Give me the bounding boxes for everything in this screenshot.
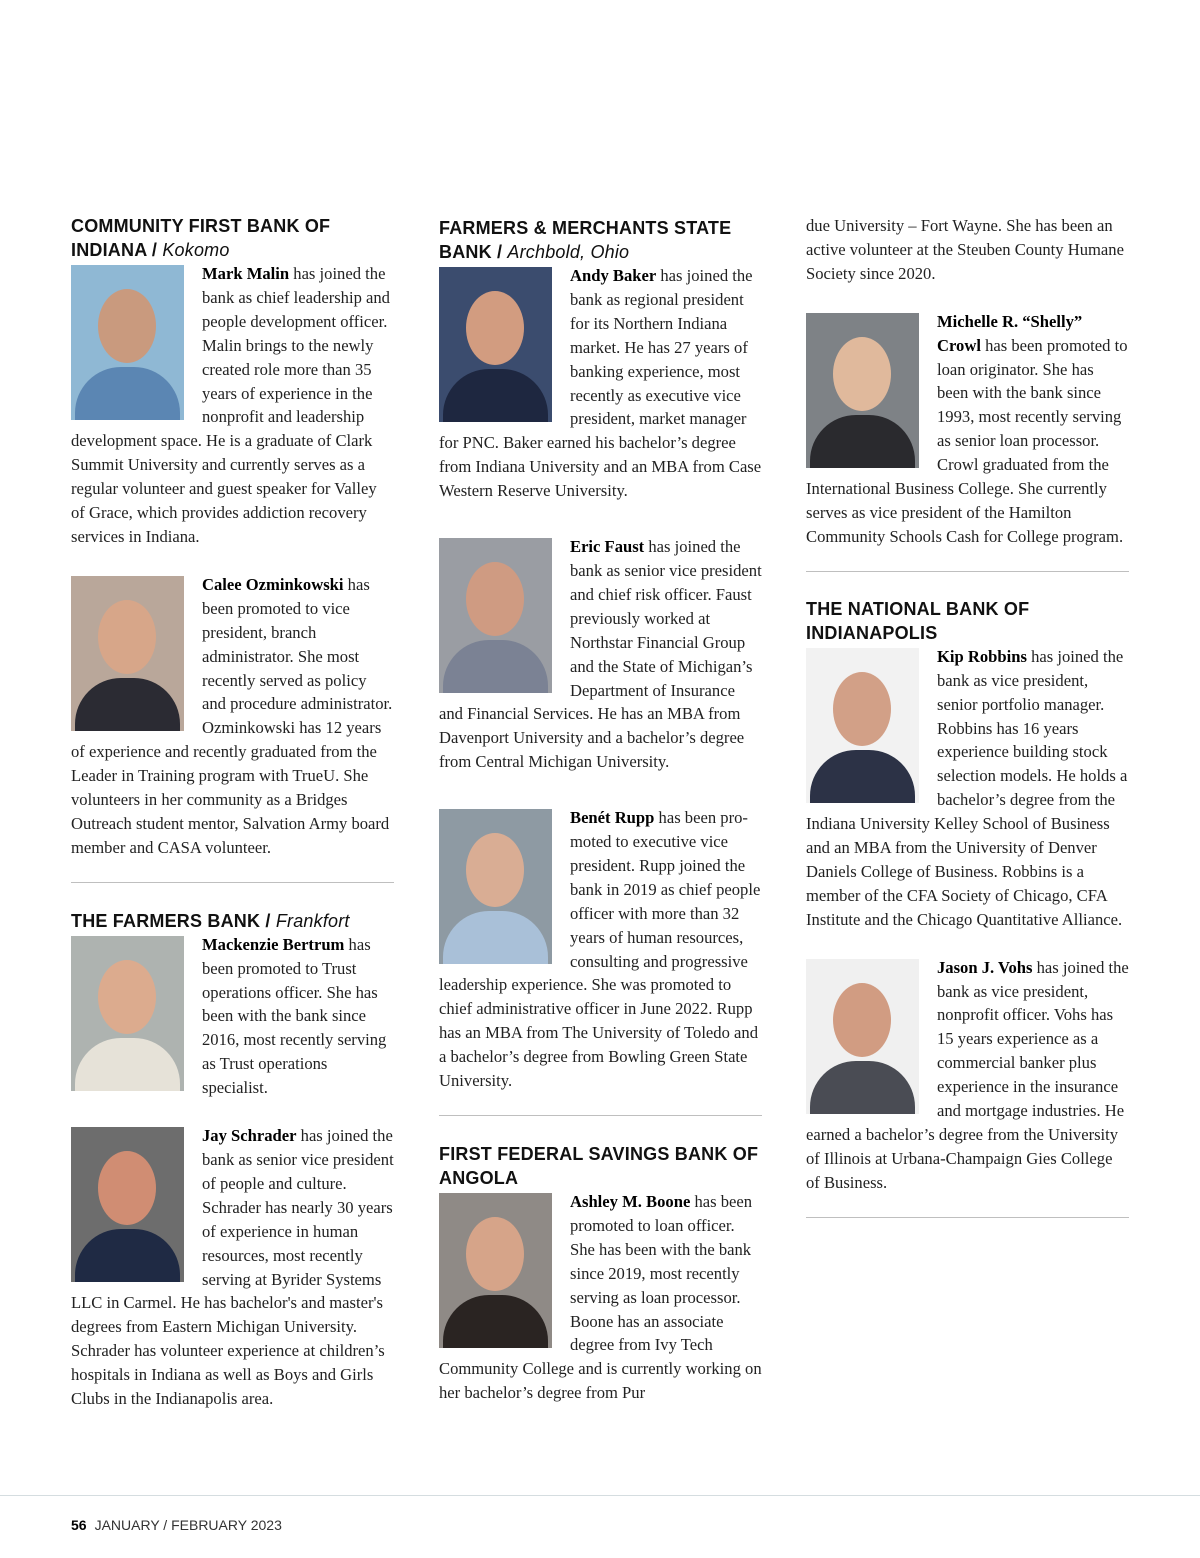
person-bio: has joined the bank as senior vice president and chief risk officer. Faust previously worked at Northstar Financial Group and the State of Michigan’s Department of Insurance and Financial Services. He has an MBA from Davenport University and a bachelor’s degree from Central Michigan University. bbox=[439, 537, 762, 772]
bank-city: Archbold, Ohio bbox=[507, 242, 630, 262]
portrait-photo bbox=[439, 538, 552, 693]
bank-city: Kokomo bbox=[162, 240, 230, 260]
bank-heading bbox=[806, 597, 1129, 645]
person-entry bbox=[439, 806, 762, 1093]
person-name: Eric Faust bbox=[570, 537, 645, 557]
person-bio: has joined the bank as chief leadership and people development officer. Malin brings to the newly created role more than 35 years of experience in the nonprofit and leadership development space. He is a graduate of Clark Summit University and currently serves as a regular volunteer and guest speaker for Valley of Grace, which provides addiction recovery services in Indiana. bbox=[71, 264, 390, 546]
portrait-photo bbox=[71, 265, 184, 420]
bank-heading: COMMUNITY FIRST BANK OF INDIANA / Kokomo bbox=[71, 216, 331, 260]
person-name: Ashley M. Boone bbox=[570, 1192, 691, 1211]
portrait-photo bbox=[71, 1127, 184, 1282]
bank-name: FARMERS & MERCHANTS STATE BANK bbox=[439, 218, 732, 262]
person-entry bbox=[439, 535, 762, 774]
person-name: Mackenzie Bertrum bbox=[202, 934, 345, 954]
portrait-photo bbox=[439, 1193, 552, 1348]
person-bio: has been promoted to vice president, branch administrator. She most recently served as policy and procedure administrator. Ozminkowski has 12 years of experience and recently graduated from the Leader in Training program with TrueU. She volunteers in her community as a Bridges Outreach student mentor, Salvation Army board member and CASA volunteer. bbox=[71, 574, 393, 857]
person-entry bbox=[806, 956, 1129, 1195]
column-1 bbox=[71, 214, 394, 1411]
person-bio: has joined the bank as regional president for its Northern Indiana market. He has 27 years of banking experience, most recently as executive vice president, market manager for PNC. Baker earned his bachelor’s degree from Indiana University and an MBA from Case Western Reserve University. bbox=[439, 266, 762, 501]
column-3 bbox=[806, 214, 1129, 1218]
bank-heading: FARMERS & MERCHANTS STATE BANK / Archbold, Ohio bbox=[439, 218, 732, 262]
person-name: Mark Malin bbox=[202, 264, 290, 283]
person-entry bbox=[71, 573, 394, 860]
person-bio: has joined the bank as vice president, nonprofit officer. Vohs has 15 years experience as a commercial banker plus experience in the insurance and mortgage industries. He earned a bachelor’s degree from the University of Illinois at Urbana-Champaign Gies College of Business. bbox=[806, 957, 1129, 1192]
person-name: Calee Ozminkowski bbox=[202, 574, 344, 594]
portrait-photo bbox=[806, 648, 919, 803]
person-bio: has been promoted to executive vice president. Rupp joined the bank in 2019 as chief people officer with more than 32 years of human resources, consulting and progressive leadership experience. She was promoted to chief administrative officer in June 2022. Rupp has an MBA from The University of Toledo and a bachelor’s degree from Bowling Green State University. bbox=[439, 808, 761, 1091]
person-entry bbox=[439, 264, 762, 503]
person-name: Jay Schrader bbox=[202, 1126, 297, 1146]
person-bio-continued: due University – Fort Wayne. She has been an active volunteer at the Steuben County Humane Society since 2020. bbox=[806, 216, 1124, 283]
person-name: Andy Baker bbox=[570, 266, 657, 285]
bank-name: THE NATIONAL BANK OF INDIANAPOLIS bbox=[806, 598, 1030, 643]
portrait-photo bbox=[71, 936, 184, 1091]
column-2 bbox=[439, 216, 762, 1405]
person-entry bbox=[439, 1190, 762, 1405]
portrait-photo bbox=[806, 313, 919, 468]
issue-date: JANUARY / FEBRUARY 2023 bbox=[94, 1517, 282, 1533]
person-entry bbox=[71, 1124, 394, 1411]
bank-heading bbox=[439, 1142, 762, 1190]
person-name: Jason J. Vohs bbox=[937, 957, 1033, 977]
person-bio: has joined the bank as vice president, senior portfolio manager. Robbins has 16 years experience building stock selection models. He holds a bachelor’s degree from the Indiana University Kelley School of Business and an MBA from the University of Denver Daniels College of Business. Robbins is a member of the CFA Society of Chicago, CFA Institute and the Chicago Quantitative Alliance. bbox=[806, 646, 1128, 929]
bank-name: FIRST FEDERAL SAVINGS BANK OF ANGOLA bbox=[439, 1144, 759, 1188]
bank-name: COMMUNITY FIRST BANK OF INDIANA bbox=[71, 216, 331, 260]
person-entry bbox=[806, 310, 1129, 549]
bank-name: THE FARMERS BANK bbox=[71, 910, 261, 931]
page-number: 56 bbox=[71, 1517, 87, 1533]
portrait-photo bbox=[439, 809, 552, 964]
person-bio: has been promoted to Trust operations officer. She has been with the bank since 2016, most recently serving as Trust operations specialist. bbox=[202, 934, 387, 1098]
section-divider bbox=[806, 1217, 1129, 1218]
person-name: Michelle R. “Shelly” Crowl bbox=[937, 311, 1083, 355]
bank-heading: THE FARMERS BANK / Frankfort bbox=[71, 910, 350, 931]
page-footer bbox=[71, 1517, 282, 1533]
footer-divider bbox=[0, 1495, 1200, 1496]
person-entry bbox=[71, 262, 394, 549]
person-name: Benét Rupp bbox=[570, 808, 655, 828]
portrait-photo bbox=[806, 959, 919, 1114]
person-bio: has joined the bank as senior vice president of people and culture. Schrader has nearly 30 years of experience in human resources, most recently serving at Byrider Systems LLC in Carmel. He has bachelor's and master's degrees from Eastern Michigan University. Schrader has volunteer experience at children’s hospitals in Indiana as well as Boys and Girls Clubs in the Indianapolis area. bbox=[71, 1126, 394, 1409]
bank-city: Frankfort bbox=[275, 910, 350, 931]
person-entry bbox=[71, 933, 394, 1100]
person-bio: has been promoted to loan originator. She has been with the bank since 1993, most recently serving as senior loan processor. Crowl graduated from the International Business College. She currently serves as vice president of the Hamilton Community Schools Cash for College program. bbox=[806, 335, 1128, 546]
portrait-photo bbox=[439, 267, 552, 422]
continued-text bbox=[806, 214, 1129, 286]
portrait-photo bbox=[71, 576, 184, 731]
person-entry bbox=[806, 645, 1129, 932]
person-bio: has been promoted to loan officer. She has been with the bank since 2019, most recently serving as loan processor. Boone has an associate degree from Ivy Tech Community College and is currently working on her bachelor’s degree from Pur bbox=[439, 1192, 762, 1403]
person-name: Kip Robbins bbox=[937, 646, 1027, 666]
